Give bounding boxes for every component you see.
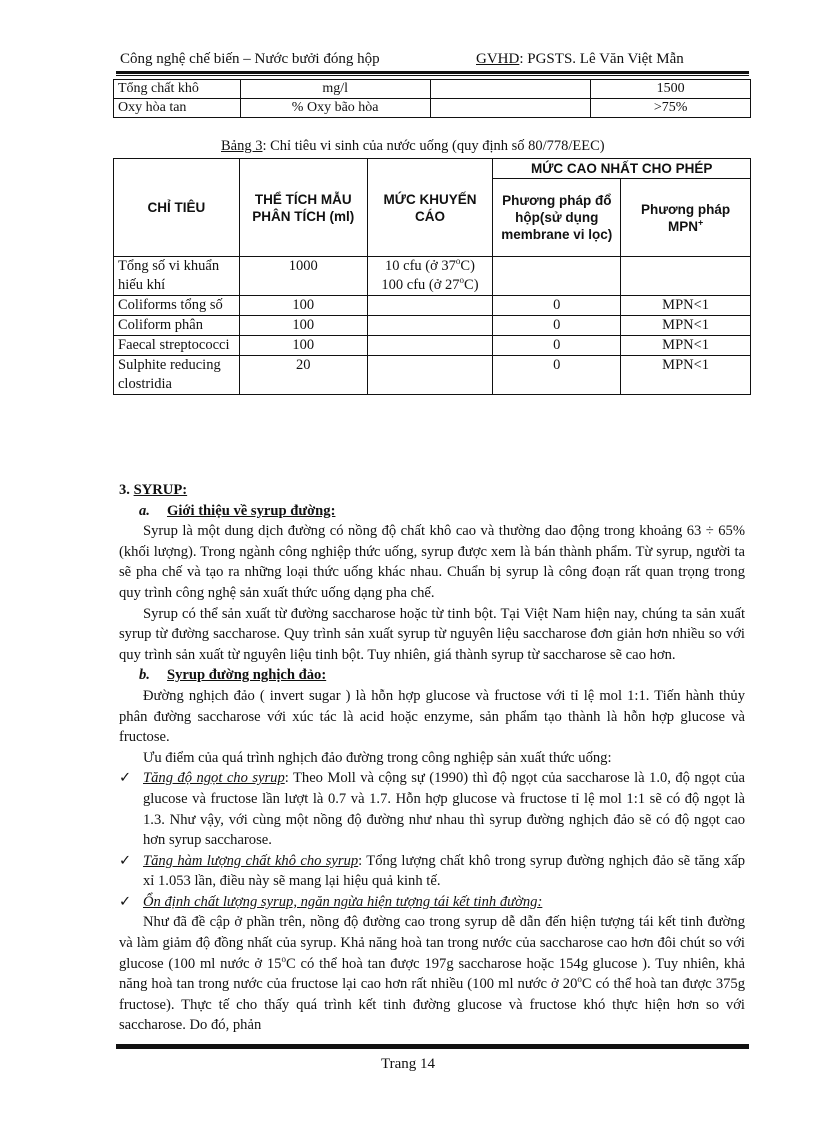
bullet-text: : Tổng lượng chất khô trong syrup đường nghịch đảo sẽ tăng xấp xỉ 1.053 lần, điều này sẽ mang lại hiệu quả kinh tế. — [143, 852, 746, 890]
water-standards-table-continued — [113, 79, 751, 118]
header-the-tich: THỂ TÍCH MẪU PHÂN TÍCH (ml) — [239, 159, 367, 257]
table-cell: 0 — [493, 296, 621, 316]
table-cell: >75% — [591, 99, 751, 118]
bullet-title: Tăng hàm lượng chất khô cho syrup — [143, 852, 359, 869]
table-cell: 0 — [493, 336, 621, 356]
recommend-text: 10 cfu (ở 37 — [385, 258, 456, 274]
table-row — [114, 99, 751, 118]
header-rule — [116, 71, 749, 74]
table-cell: Faecal streptococci — [114, 336, 240, 356]
bullet-item — [119, 768, 745, 850]
table-cell — [367, 356, 493, 395]
bullet-title: Ổn định chất lượng syrup, ngăn ngừa hiện tượng tái kết tinh đường: — [143, 893, 543, 910]
table3-caption — [221, 138, 605, 155]
table-cell: MPN<1 — [621, 316, 751, 336]
table-cell: Oxy hòa tan — [114, 99, 241, 118]
table-cell: 0 — [493, 316, 621, 336]
subsection-b-title: Syrup đường nghịch đảo: — [167, 667, 327, 684]
header-chi-tieu: CHỈ TIÊU — [114, 159, 240, 257]
table-cell — [430, 80, 591, 99]
table-row — [114, 336, 751, 356]
section-title: SYRUP: — [133, 482, 188, 498]
recommend-line — [372, 257, 489, 276]
footer-rule — [116, 1044, 749, 1049]
table-row — [114, 316, 751, 336]
check-icon: ✓ — [119, 852, 132, 869]
paragraph: Ưu điểm của quá trình nghịch đảo đường trong công nghiệp sản xuất thức uống: — [143, 749, 612, 766]
bullet-item — [119, 851, 745, 892]
table-cell — [493, 257, 621, 296]
recommend-unit: C) — [460, 258, 475, 274]
paragraph-text: Như đã đề cập ở phần trên, nồng độ đường cao trong syrup dễ dẫn đến hiện tượng tái kết tinh đường và làm giảm độ đồng nhất của syrup. Khả năng hoà tan trong nước của saccharose cao hơn đôi chút so với glucose (100 ml nước ở 15 — [119, 914, 745, 972]
paragraph: Syrup có thể sản xuất từ đường saccharose hoặc từ tinh bột. Tại Việt Nam hiện nay, chúng ta sản xuất syrup từ đường saccharose. Quy trình sản xuất syrup từ nguyên liệu saccharose đơn giản hơn nhiều so với quy trình sản xuất từ nguyên liệu tinh bột. Tuy nhiên, giá thành syrup từ saccharose sẽ cao hơn. — [119, 605, 745, 663]
degree-sup: o — [577, 974, 582, 985]
table-cell: Tổng chất khô — [114, 80, 241, 99]
header-muc-cao-nhat: MỨC CAO NHẤT CHO PHÉP — [493, 159, 751, 179]
page-number: Trang 14 — [380, 1056, 436, 1072]
table-row — [114, 296, 751, 316]
header-muc-khuyen-cao: MỨC KHUYẾN CÁO — [367, 159, 493, 257]
table-cell: Sulphite reducing clostridia — [114, 356, 240, 395]
table-row — [114, 356, 751, 395]
paragraph: Đường nghịch đảo ( invert sugar ) là hỗn hợp glucose và fructose với tỉ lệ mol 1:1. Tiến hành thủy phân đường saccharose với xúc tác là acid hoặc enzyme, sản phẩm tạo thành là hỗn hợp glucose và fructose. — [119, 687, 745, 746]
header-instructor — [476, 51, 684, 68]
table-cell — [430, 99, 591, 118]
table-cell: MPN<1 — [621, 296, 751, 316]
table-cell — [367, 316, 493, 336]
table-cell: 0 — [493, 356, 621, 395]
microbial-standards-table — [113, 158, 751, 395]
table-cell: 100 — [239, 296, 367, 316]
header-instructor-label: GVHD — [476, 51, 520, 67]
table-header-row — [114, 159, 751, 179]
header-pp-mpn-text: Phương pháp MPN — [641, 201, 731, 234]
degree-sup: o — [455, 256, 461, 267]
subsection-b-label: b. — [139, 667, 150, 684]
table-cell — [367, 257, 493, 296]
bullet-item — [119, 892, 745, 913]
paragraph: Syrup là một dung dịch đường có nồng độ chất khô cao và thường dao động trong khoảng 63 ÷ 65% (khối lượng). Trong ngành công nghiệp thức uống, syrup được xem là bán thành phẩm. Từ syrup, người ta sẽ pha chế và tạo ra những loại thức uống khác nhau. Chuẩn bị syrup là công đoạn rất quan trọng trong quy trình công nghệ sản xuất thức uống dạng pha chế. — [119, 523, 745, 601]
table3-caption-text: : Chỉ tiêu vi sinh của nước uống (quy định số 80/778/EEC) — [262, 138, 605, 154]
table-cell: 100 — [239, 336, 367, 356]
paragraph-text: C có thể hoà tan được 197g saccharose hoặc 154g glucose ). Tuy nhiên, khả năng hoà tan trong nước của fructose lại cao hơn rất nhiều (100 ml nước ở 20 — [119, 955, 745, 993]
degree-sup: o — [281, 953, 286, 964]
paragraph-text: C có thể hoà tan được 375g fructose). Thực tế cho thấy quá trình kết tinh đường glucose và fructose khó thực hiện hơn so với saccharose. Do đó, phản — [119, 976, 746, 1034]
table-cell — [621, 257, 751, 296]
paragraph — [119, 912, 745, 1036]
section-number: 3. — [119, 482, 134, 498]
table-cell — [367, 296, 493, 316]
header-instructor-name: : PGSTS. Lê Văn Việt Mẫn — [519, 51, 684, 67]
table-cell: 20 — [239, 356, 367, 395]
table-cell — [367, 336, 493, 356]
header-pp-do-hop: Phương pháp đổ hộp(sử dụng membrane vi lọc) — [493, 179, 621, 257]
table-cell: 1500 — [591, 80, 751, 99]
table-row — [114, 80, 751, 99]
section-syrup — [119, 480, 745, 1036]
subsection-a-heading — [119, 501, 745, 522]
section-heading — [119, 480, 745, 501]
header-rule-thin — [116, 75, 749, 76]
header-pp-mpn — [621, 179, 751, 257]
table-cell: 100 — [239, 316, 367, 336]
recommend-text: 100 cfu (ở 27 — [381, 277, 460, 293]
recommend-unit: C) — [464, 277, 479, 293]
table-row — [114, 257, 751, 296]
table3-caption-label: Bảng 3 — [221, 138, 263, 154]
table-cell: MPN<1 — [621, 356, 751, 395]
check-icon: ✓ — [119, 770, 132, 787]
header-course-title: Công nghệ chế biến – Nước bưởi đóng hộp — [120, 51, 380, 67]
table-cell: Tổng số vi khuẩn hiếu khí — [114, 257, 240, 296]
recommend-line — [372, 276, 489, 295]
subsection-a-label: a. — [139, 502, 150, 519]
subsection-b-heading — [119, 665, 745, 686]
degree-sup: o — [459, 275, 465, 286]
subsection-a-title: Giới thiệu về syrup đường: — [167, 502, 336, 519]
table-cell: % Oxy bão hòa — [240, 99, 430, 118]
header-pp-mpn-sup: + — [697, 217, 704, 227]
table-cell: Coliforms tổng số — [114, 296, 240, 316]
table-cell: mg/l — [240, 80, 430, 99]
table-cell: Coliform phân — [114, 316, 240, 336]
table-cell: 1000 — [239, 257, 367, 296]
table-cell: MPN<1 — [621, 336, 751, 356]
bullet-title: Tăng độ ngọt cho syrup — [143, 770, 285, 787]
bullet-text: : Theo Moll và cộng sự (1990) thì độ ngọt của saccharose là 1.0, độ ngọt của glucose và fructose lần lượt là 0.7 và 1.7. Hỗn hợp glucose và fructose tỉ lệ mol 1:1 sẽ có độ ngọt là 1.3. Như vậy, với cùng một nồng độ đường như nhau thì syrup đường nghịch đảo sẽ có độ ngọt cao hơn syrup saccharose. — [143, 770, 745, 849]
check-icon: ✓ — [119, 893, 132, 910]
